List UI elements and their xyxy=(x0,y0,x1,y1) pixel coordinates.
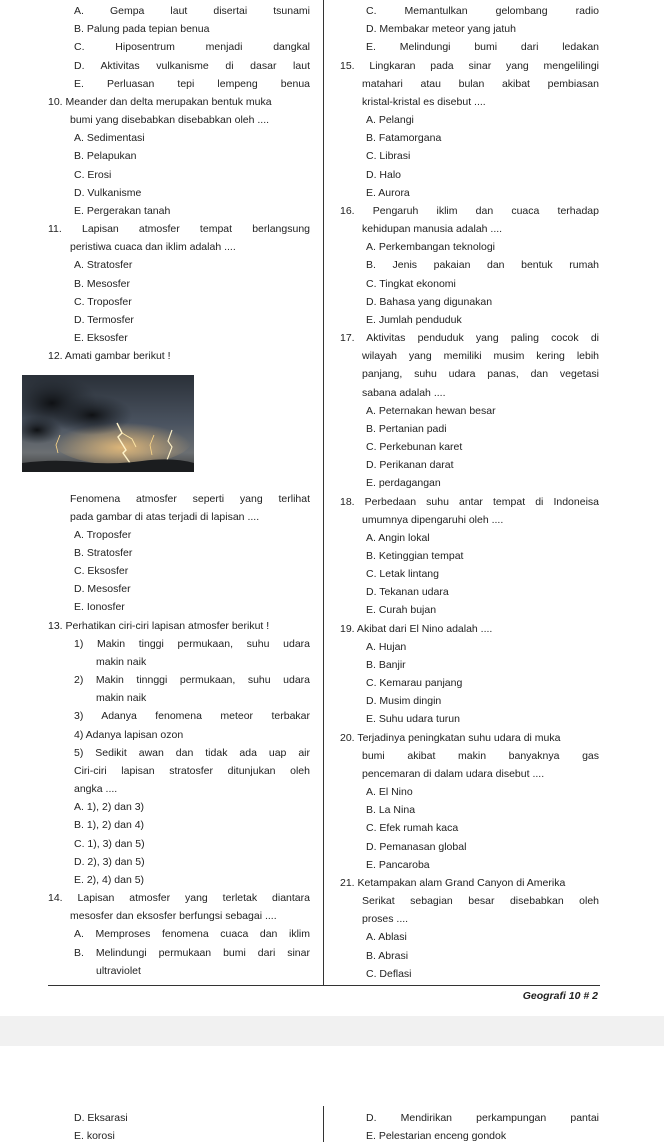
next-page-column-divider xyxy=(323,1106,324,1142)
right-line: B. Jenis pakaian dan bentuk rumah xyxy=(366,259,599,271)
left-line: E. Pergerakan tanah xyxy=(74,205,171,217)
left-line: B. Mesosfer xyxy=(74,278,131,290)
bottom-left-line: E. korosi xyxy=(74,1130,115,1142)
right-line: 17. Aktivitas penduduk yang paling cocok di xyxy=(340,332,599,344)
right-line: C. Librasi xyxy=(366,150,411,162)
right-line: 20. Terjadinya peningkatan suhu udara di muka xyxy=(340,732,561,744)
right-line: B. La Nina xyxy=(366,804,416,816)
left-line: angka .... xyxy=(74,783,118,795)
right-line: E. perdagangan xyxy=(366,477,441,489)
left-line: A. Sedimentasi xyxy=(74,132,145,144)
right-line: kristal-kristal es disebut .... xyxy=(362,96,486,108)
left-line: 2) Makin tinnggi permukaan, suhu udara xyxy=(74,674,310,686)
right-line: B. Fatamorgana xyxy=(366,132,442,144)
left-line: 1) Makin tinggi permukaan, suhu udara xyxy=(74,638,310,650)
footer-rule xyxy=(48,985,600,986)
right-line: umumnya dipengaruhi oleh .... xyxy=(362,514,504,526)
left-line: makin naik xyxy=(96,656,147,668)
page-gap xyxy=(0,1016,664,1046)
right-line: A. Hujan xyxy=(366,641,407,653)
left-line: E. Perluasan tepi lempeng benua xyxy=(74,78,310,90)
right-line: kehidupan manusia adalah .... xyxy=(362,223,503,235)
right-line: D. Perikanan darat xyxy=(366,459,454,471)
left-line: bumi yang disebabkan disebabkan oleh .... xyxy=(70,114,270,126)
right-line: B. Banjir xyxy=(366,659,406,671)
right-line: C. Deflasi xyxy=(366,968,412,980)
right-line: A. Angin lokal xyxy=(366,532,430,544)
right-line: A. Peternakan hewan besar xyxy=(366,405,496,417)
right-line: matahari atau bulan akibat pembiasan xyxy=(362,78,599,90)
left-line: E. Ionosfer xyxy=(74,601,125,613)
left-line: Fenomena atmosfer seperti yang terlihat xyxy=(70,493,310,505)
left-line: D. 2), 3) dan 5) xyxy=(74,856,145,868)
left-line: D. Vulkanisme xyxy=(74,187,142,199)
right-line: E. Curah bujan xyxy=(366,604,437,616)
left-line: mesosfer dan eksosfer berfungsi sebagai .... xyxy=(70,910,277,922)
left-line: B. Stratosfer xyxy=(74,547,133,559)
left-line: D. Termosfer xyxy=(74,314,134,326)
left-line: peristiwa cuaca dan iklim adalah .... xyxy=(70,241,236,253)
right-line: pencemaran di dalam udara disebut .... xyxy=(362,768,545,780)
right-line: B. Ketinggian tempat xyxy=(366,550,464,562)
left-line: E. 2), 4) dan 5) xyxy=(74,874,145,886)
right-line: E. Pancaroba xyxy=(366,859,430,871)
left-line: 5) Sedikit awan dan tidak ada uap air xyxy=(74,747,310,759)
left-line: makin naik xyxy=(96,692,147,704)
right-line: 15. Lingkaran pada sinar yang mengelilingi xyxy=(340,60,599,72)
left-line: C. Troposfer xyxy=(74,296,132,308)
right-line: E. Jumlah penduduk xyxy=(366,314,462,326)
right-line: bumi akibat makin banyaknya gas xyxy=(362,750,599,762)
right-line: A. El Nino xyxy=(366,786,413,798)
left-line: E. Eksosfer xyxy=(74,332,128,344)
right-line: A. Perkembangan teknologi xyxy=(366,241,495,253)
right-line: 19. Akibat dari El Nino adalah .... xyxy=(340,623,493,635)
left-line: A. Memproses fenomena cuaca dan iklim xyxy=(74,928,310,940)
left-line: 3) Adanya fenomena meteor terbakar xyxy=(74,710,310,722)
left-line: A. Troposfer xyxy=(74,529,132,541)
bottom-right-line: D. Mendirikan perkampungan pantai xyxy=(366,1112,599,1124)
page-footer: Geografi 10 # 2 xyxy=(522,990,598,1002)
right-line: D. Membakar meteor yang jatuh xyxy=(366,23,516,35)
left-line: B. Pelapukan xyxy=(74,150,137,162)
left-line: 12. Amati gambar berikut ! xyxy=(48,350,171,362)
left-line: A. Gempa laut disertai tsunami xyxy=(74,5,310,17)
right-line: C. Tingkat ekonomi xyxy=(366,278,456,290)
left-line: B. Palung pada tepian benua xyxy=(74,23,210,35)
right-line: C. Kemarau panjang xyxy=(366,677,463,689)
left-line: C. 1), 3) dan 5) xyxy=(74,838,145,850)
right-line: 16. Pengaruh iklim dan cuaca terhadap xyxy=(340,205,599,217)
right-line: D. Halo xyxy=(366,169,402,181)
right-line: A. Pelangi xyxy=(366,114,414,126)
right-line: B. Pertanian padi xyxy=(366,423,447,435)
right-line: D. Pemanasan global xyxy=(366,841,467,853)
right-line: 18. Perbedaan suhu antar tempat di Indoneisa xyxy=(340,496,599,508)
right-line: D. Musim dingin xyxy=(366,695,442,707)
left-line: 4) Adanya lapisan ozon xyxy=(74,729,184,741)
left-line: D. Aktivitas vulkanisme di dasar laut xyxy=(74,60,310,72)
right-line: proses .... xyxy=(362,913,409,925)
right-line: E. Aurora xyxy=(366,187,410,199)
left-line: C. Hiposentrum menjadi dangkal xyxy=(74,41,310,53)
right-line: C. Letak lintang xyxy=(366,568,439,580)
right-line: D. Bahasa yang digunakan xyxy=(366,296,493,308)
right-line: C. Memantulkan gelombang radio xyxy=(366,5,599,17)
right-line: sabana adalah .... xyxy=(362,387,446,399)
lightning-storm-image xyxy=(22,375,194,472)
right-line: A. Ablasi xyxy=(366,931,407,943)
right-line: E. Melindungi bumi dari ledakan xyxy=(366,41,599,53)
left-line: pada gambar di atas terjadi di lapisan .... xyxy=(70,511,260,523)
left-line: 11. Lapisan atmosfer tempat berlangsung xyxy=(48,223,310,235)
bottom-left-line: D. Eksarasi xyxy=(74,1112,128,1124)
left-line: D. Mesosfer xyxy=(74,583,131,595)
bottom-right-line: E. Pelestarian enceng gondok xyxy=(366,1130,507,1142)
left-line: Ciri-ciri lapisan stratosfer ditunjukan oleh xyxy=(74,765,310,777)
right-line: E. Suhu udara turun xyxy=(366,713,460,725)
right-line: Serikat sebagian besar disebabkan oleh xyxy=(362,895,599,907)
right-line: 21. Ketampakan alam Grand Canyon di Amerika xyxy=(340,877,566,889)
right-line: C. Efek rumah kaca xyxy=(366,822,459,834)
left-line: 10. Meander dan delta merupakan bentuk muka xyxy=(48,96,272,108)
left-line: A. Stratosfer xyxy=(74,259,133,271)
left-line: B. 1), 2) dan 4) xyxy=(74,819,145,831)
left-line: C. Eksosfer xyxy=(74,565,129,577)
right-line: D. Tekanan udara xyxy=(366,586,449,598)
left-line: 13. Perhatikan ciri-ciri lapisan atmosfer berikut ! xyxy=(48,620,270,632)
left-line: B. Melindungi permukaan bumi dari sinar xyxy=(74,947,310,959)
right-line: C. Perkebunan karet xyxy=(366,441,463,453)
right-line: B. Abrasi xyxy=(366,950,409,962)
left-line: A. 1), 2) dan 3) xyxy=(74,801,145,813)
right-line: panjang, suhu udara panas, dan vegetasi xyxy=(362,368,599,380)
left-line: ultraviolet xyxy=(96,965,141,977)
right-line: wilayah yang memiliki musim kering lebih xyxy=(362,350,599,362)
left-line: C. Erosi xyxy=(74,169,112,181)
column-divider xyxy=(323,0,324,986)
left-line: 14. Lapisan atmosfer yang terletak diantara xyxy=(48,892,310,904)
